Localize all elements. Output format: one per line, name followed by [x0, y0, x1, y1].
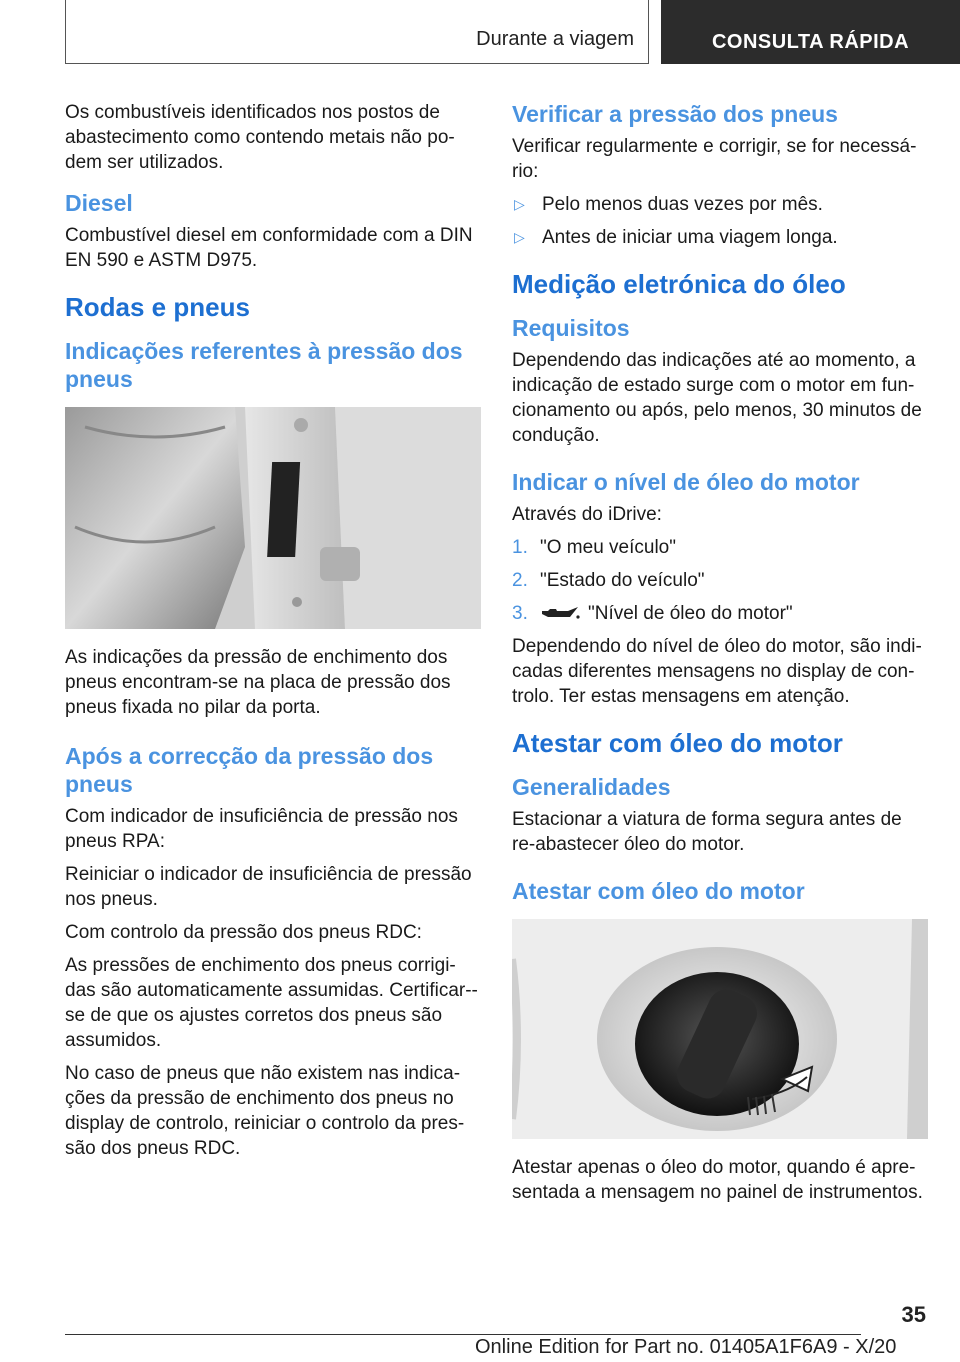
oil-level-after: Dependendo do nível de óleo do motor, são indi-cadas diferentes mensagens no display de con-trolo. Ter estas mensagens em atenção. — [512, 636, 922, 707]
diesel-text: Combustível diesel em conformidade com a DIN EN 590 e ASTM D975. — [65, 225, 473, 271]
wheels-heading: Rodas e pneus — [65, 292, 250, 322]
general-text: Estacionar a viatura de forma segura antes de re-abastecer óleo do motor. — [512, 809, 902, 855]
after-p1: Com indicador de insuficiência de pressão nos pneus RPA: — [65, 806, 458, 852]
diesel-heading: Diesel — [65, 190, 133, 216]
oil-level-heading: Indicar o nível de óleo do motor — [512, 469, 860, 495]
fuel-intro: Os combustíveis identificados nos postos de abastecimento como contendo metais não po-dem ser utilizados. — [65, 102, 455, 173]
oil-level-text: Através do iDrive: — [512, 504, 662, 525]
oil-can-icon — [540, 605, 580, 623]
left-column — [65, 100, 481, 1169]
check-pressure-heading: Verificar a pressão dos pneus — [512, 101, 838, 127]
oil-cap-image — [512, 919, 928, 1139]
topup-subheading: Atestar com óleo do motor — [512, 878, 805, 904]
triangle-bullet-icon: ▷ — [514, 196, 525, 212]
section-title: Durante a viagem — [476, 28, 634, 50]
oil-measure-heading: Medição eletrónica do óleo — [512, 269, 846, 299]
after-p3: Com controlo da pressão dos pneus RDC: — [65, 922, 422, 943]
list-item: 1. "O meu veículo" — [512, 537, 676, 558]
quick-reference-tab[interactable]: CONSULTA RÁPIDA — [661, 0, 960, 64]
requirements-text: Dependendo das indicações até ao momento, a indicação de estado surge com o motor em fun-cionamento ou após, pelo menos, 30 minutos de condução. — [512, 350, 922, 446]
after-p4: As pressões de enchimento dos pneus corrigi-das são automaticamente assumidas. Certificar--se de que os ajustes corretos dos pneus são assumidos. — [65, 955, 478, 1051]
door-pillar-image — [65, 407, 481, 629]
list-item: ▷ Antes de iniciar uma viagem longa. — [514, 227, 838, 248]
topup-heading: Atestar com óleo do motor — [512, 728, 843, 758]
list-item: 3. "Nível de óleo do motor" — [512, 603, 793, 624]
triangle-bullet-icon: ▷ — [514, 229, 525, 245]
footer-divider — [65, 1334, 861, 1335]
list-item: 2. "Estado do veículo" — [512, 570, 705, 591]
requirements-heading: Requisitos — [512, 315, 630, 341]
edition-text: Online Edition for Part no. 01405A1F6A9 - X/20 — [475, 1336, 897, 1358]
topup-caption: Atestar apenas o óleo do motor, quando é apre-sentada a mensagem no painel de instrumentos. — [512, 1157, 923, 1203]
pressure-caption: As indicações da pressão de enchimento dos pneus encontram-se na placa de pressão dos pneus fixada no pilar da porta. — [65, 647, 451, 718]
pressure-heading: Indicações referentes à pressão dos pneus — [65, 338, 463, 392]
check-pressure-text: Verificar regularmente e corrigir, se for necessá-rio: — [512, 136, 917, 182]
after-p2: Reiniciar o indicador de insuficiência de pressão nos pneus. — [65, 864, 472, 910]
after-p5: No caso de pneus que não existem nas indica-ções da pressão de enchimento dos pneus no display de controlo, reiniciar o controlo da pres-são dos pneus RDC. — [65, 1063, 465, 1159]
page-number: 35 — [901, 1302, 926, 1327]
list-item: ▷ Pelo menos duas vezes por mês. — [514, 194, 823, 215]
right-column — [512, 100, 928, 1213]
general-heading: Generalidades — [512, 774, 671, 800]
after-correction-heading: Após a correcção da pressão dos pneus — [65, 743, 434, 797]
